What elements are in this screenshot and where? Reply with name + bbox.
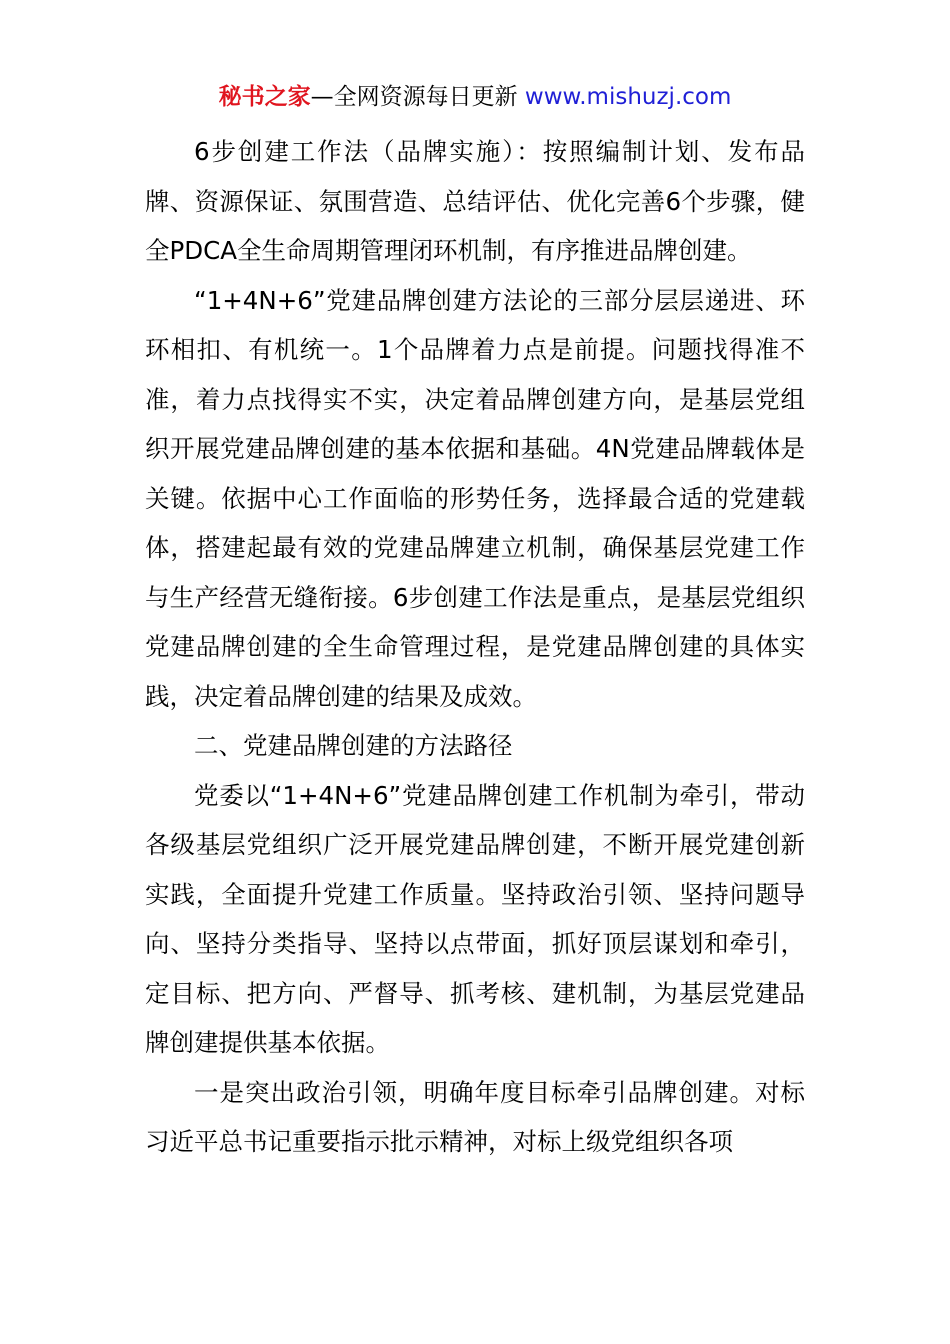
section-heading: 二、党建品牌创建的方法路径: [194, 731, 513, 760]
site-header: [0, 82, 950, 112]
site-tagline: —全网资源每日更新: [310, 84, 518, 110]
site-brand: 秘书之家: [218, 84, 311, 110]
site-url-link[interactable]: www.mishuzj.com: [524, 84, 732, 110]
paragraph-methodology: “1+4N+6”党建品牌创建方法论的三部分层层递进、环环相扣、有机统一。1个品牌着力点是前提。问题找得准不准，着力点找得实不实，决定着品牌创建方向，是基层党组织开展党建品牌创建的基本依据和基础。4N党建品牌载体是关键。依据中心工作面临的形势任务，选择最合适的党建载体，搭建起最有效的党建品牌建立机制，确保基层党建工作与生产经营无缝衔接。6步创建工作法是重点，是基层党组织党建品牌创建的全生命管理过程，是党建品牌创建的具体实践，决定着品牌创建的结果及成效。: [145, 285, 805, 711]
paragraph-party-committee: 党委以“1+4N+6”党建品牌创建工作机制为牵引，带动各级基层党组织广泛开展党建品牌创建，不断开展党建创新实践，全面提升党建工作质量。坚持政治引领、坚持问题导向、坚持分类指导、坚持以点带面，抓好顶层谋划和牵引，定目标、把方向、严督导、抓考核、建机制，为基层党建品牌创建提供基本依据。: [145, 780, 805, 1057]
paragraph-six-step-method: 6步创建工作法（品牌实施）：按照编制计划、发布品牌、资源保证、氛围营造、总结评估、优化完善6个步骤，健全PDCA全生命周期管理闭环机制，有序推进品牌创建。: [145, 137, 805, 265]
paragraph-political-guidance: 一是突出政治引领，明确年度目标牵引品牌创建。对标习近平总书记重要指示批示精神，对标上级党组织各项: [145, 1077, 805, 1156]
document-body: [145, 127, 805, 1167]
